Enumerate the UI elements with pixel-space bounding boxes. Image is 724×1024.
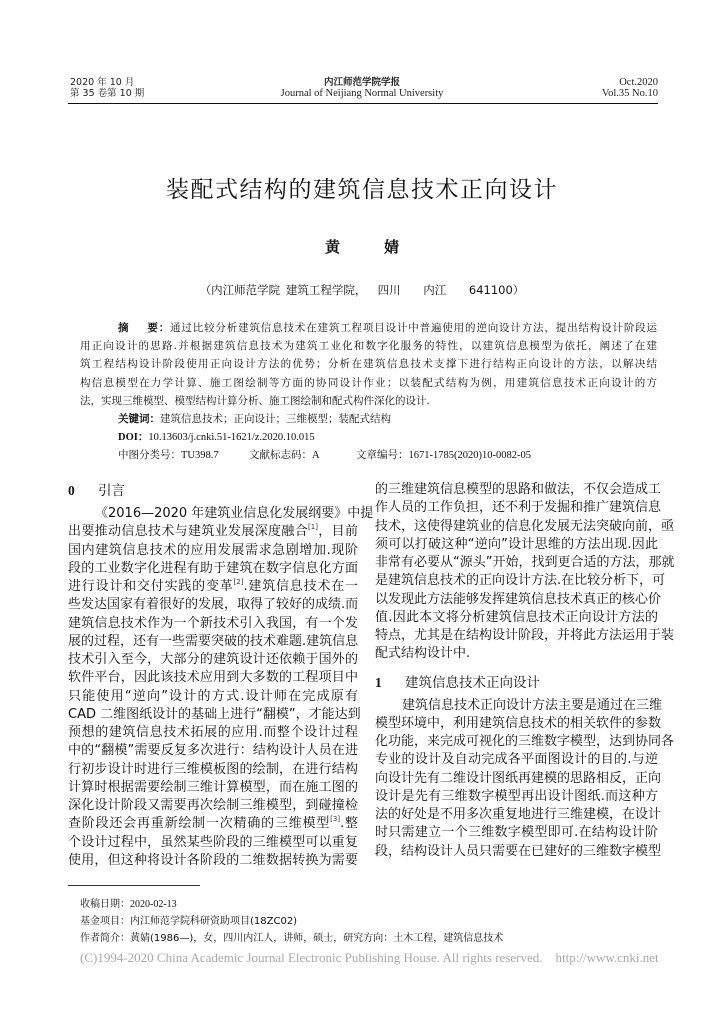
issue-volume: 第 35 卷第 10 期 (70, 88, 145, 99)
footnote-received (80, 897, 177, 912)
text-line (375, 536, 658, 554)
text-line (68, 596, 358, 614)
line-text: 技术引入至今，大部分的建筑设计还依赖于国外的 (68, 652, 358, 667)
line-text: 国内建筑信息技术的应用发展需求急剧增加.现阶 (68, 542, 358, 558)
line-text: 非常有必要从“源头”开始，找到更合适的方法，那就 (375, 555, 675, 570)
line-text: 化功能，来完成可视化的三维数字模型，达到协同各 (375, 734, 675, 749)
keywords (118, 410, 658, 428)
line-text: ，目前 (317, 524, 358, 540)
footnote-label: 基金项目： (80, 916, 130, 927)
classification (118, 446, 658, 465)
line-text: 个设计过程中，虽然某些阶段的三维模型可以重复 (68, 834, 358, 850)
text-line (375, 591, 662, 609)
line-text: 段的工业数字化进程有助于建筑在数字信息化方面 (68, 560, 358, 576)
doc-code-value: A (312, 450, 320, 461)
footnote-label: 作者简介： (80, 933, 130, 944)
journal-name-en: Journal of Neijiang Normal University (280, 88, 444, 99)
issue-date-en (602, 77, 658, 99)
text-line (68, 724, 358, 742)
line-text: 向设计先有二维设计图纸再建模的思路相反，正向 (375, 770, 662, 786)
text-line (68, 578, 358, 596)
text-line (68, 651, 358, 669)
line-text: 模型环境中，利用建筑信息技术的相关软件的参数 (375, 715, 662, 731)
text-line (68, 815, 358, 833)
abstract-line (80, 319, 657, 337)
body-column-right (375, 481, 675, 861)
line-text: 值.因此本文将分析建筑信息技术正向设计方法的 (375, 609, 658, 625)
text-line (68, 779, 358, 797)
line-text: 《2016—2020 年建筑业信息化发展纲要》中提 (95, 506, 374, 521)
abstract-line: 用正向设计的思路.并根据建筑信息技术为建筑工业化和数字化服务的特性，以建筑信息模型为依托，阐述了在建 (80, 340, 657, 353)
abstract-line: 筑工程结构设计阶段使用正向设计方法的优势；分析在建筑信息技术支撑下进行结构正向设计的方法，以解决结 (80, 358, 657, 371)
footnote-text: 内江师范学院科研资助项目(18ZC02) (130, 916, 298, 927)
text-line (68, 669, 358, 687)
citation-ref: [3] (330, 815, 341, 824)
line-text: 法的好处是不用多次重复地进行三维建模，在设计 (375, 807, 662, 822)
footnote-text: 黄婧(1986—)，女，四川内江人，讲师，硕士，研究方向：土木工程，建筑信息技术 (130, 933, 504, 944)
paragraph (68, 505, 374, 870)
text-line (375, 715, 662, 733)
line-text: 查阶段还会再重新绘制一次精确的三维模型 (68, 816, 331, 832)
section-heading (68, 482, 358, 504)
section-number: 0 (68, 483, 75, 498)
doc-code-label: 文献标志码： (249, 449, 312, 461)
line-text: 建筑信息技术作为一个新技术引入我国，有一个发 (68, 615, 358, 631)
line-text: 须可以打破这种“逆向”设计思维的方法出现.因此 (375, 536, 658, 552)
paragraph (375, 481, 675, 664)
text-line (68, 505, 374, 523)
line-text: 行初步设计时进行三维模板图的绘制，在进行结构 (68, 761, 358, 777)
abstract (80, 319, 657, 410)
abstract-line: 法，实现三维模型、模型结构计算分析、施工图绘制和配式构件深化的设计. (80, 394, 430, 407)
text-line (375, 499, 662, 517)
line-text: 深化设计阶段又需要再次绘制三维模型，到碰撞检 (68, 798, 358, 813)
header-rule (68, 103, 658, 104)
text-line (375, 806, 662, 824)
abstract-line: 构信息模型在力学计算、施工图绘制等方面的协同设计作业；以装配式结构为例，用建筑信息技术正向设计的方 (80, 376, 657, 389)
text-line (375, 843, 662, 861)
line-text: 专业的设计及自动完成各平面图设计的目的.与逆 (375, 752, 658, 768)
section-title: 建筑信息技术正向设计 (405, 674, 540, 691)
line-text: 计算时根据需要绘制三维计算模型，而在施工图的 (68, 779, 358, 795)
body-column-left (68, 482, 374, 870)
line-text: 的三维建筑信息模型的思路和做法，不仅会造成工 (375, 482, 662, 497)
text-line (68, 688, 358, 706)
line-text: 技术，这使得建筑业的信息化发展无法突破向前，亟 (375, 518, 675, 534)
line-text: 软件平台，因此该技术应用到大多数的工程项目中 (68, 670, 358, 686)
line-text: 使用，但这种将设计各阶段的二维数据转换为需要 (68, 852, 358, 868)
line-text: 时只需建立一个三维数字模型即可.在结构设计阶 (375, 825, 658, 841)
text-line (375, 609, 658, 627)
doi (118, 428, 658, 447)
text-line (68, 615, 358, 633)
section-heading (375, 674, 658, 696)
line-text: 作人员的工作负担，还不利于发掘和推广建筑信息 (375, 500, 662, 516)
article-title: 装配式结构的建筑信息技术正向设计 (166, 177, 558, 203)
text-line (68, 797, 358, 815)
doi-label: DOI： (118, 432, 149, 443)
text-line (375, 481, 662, 499)
footnote-label: 收稿日期： (80, 899, 130, 910)
line-text: CAD 二维图纸设计的基础上进行“翻模”，才能达到 (68, 706, 361, 722)
text-line (375, 554, 675, 572)
text-line (68, 633, 358, 651)
line-text: .整 (340, 816, 358, 832)
footnote-text: 2020-02-13 (130, 899, 177, 910)
text-line (68, 761, 358, 779)
text-line (375, 733, 675, 751)
text-line (68, 560, 358, 578)
line-text: 特点，尤其是在结构设计阶段，并将此方法运用于装 (375, 628, 675, 643)
text-line (375, 645, 658, 663)
text-line (68, 523, 358, 541)
clc-value: TU398.7 (181, 450, 219, 461)
line-text: 进行设计和交付实践的变革 (68, 579, 234, 594)
doi-value: 10.13603/j.cnki.51-1621/z.2020.10.015 (148, 432, 315, 443)
line-text: 预想的建筑信息技术拓展的应用.而整个设计过程 (68, 725, 358, 740)
line-text: 配式结构设计中. (375, 646, 471, 662)
line-text: 是建筑信息技术的正向设计方法.在比较分析下，可 (375, 573, 666, 589)
citation-ref: [2] (233, 578, 244, 586)
article-no-label: 文章编号： (356, 449, 409, 461)
text-line (68, 706, 361, 724)
line-text: 出要推动信息技术与建筑业发展深度融合 (68, 524, 309, 540)
text-line (375, 824, 658, 842)
abstract-text: 通过比较分析建筑信息技术在建筑工程项目设计中普遍使用的逆向设计方法，提出结构设计阶段运 (170, 322, 658, 334)
clc-label: 中图分类号： (118, 449, 181, 461)
line-text: 段，结构设计人员只需要在已建好的三维数字模型 (375, 843, 662, 859)
copyright-watermark: (C)1994-2020 China Academic Journal Electronic Publishing House. All rights reserved. http://www.cnki.net (80, 950, 659, 965)
keywords-value: 建筑信息技术；正向设计；三维模型；装配式结构 (160, 413, 391, 425)
line-text: .建筑信息技术在一 (243, 579, 358, 594)
line-text: 建筑信息技术正向设计方法主要是通过在三维 (402, 697, 663, 713)
section-number: 1 (375, 674, 382, 690)
issue-volume-en: Vol.35 No.10 (601, 88, 658, 99)
text-line (375, 770, 662, 788)
journal-name-cn: 内江师范学院学报 (323, 77, 400, 88)
line-text: 以发现此方法能够发挥建筑信息技术真正的核心价 (375, 591, 662, 607)
paragraph (375, 697, 675, 861)
author-name (0, 236, 724, 257)
issue-month: 2020 年 10 月 (70, 77, 135, 88)
author-surname: 黄 (324, 238, 340, 256)
line-text: 展的过程，还有一些需要突破的技术难题.建筑信息 (68, 633, 359, 649)
footnote-funding (80, 914, 297, 929)
line-text: 中的“翻模”需要反复多次进行：结构设计人员在进 (68, 743, 358, 759)
text-line (68, 742, 358, 760)
text-line (68, 542, 358, 560)
footnote-rule (68, 885, 200, 886)
text-line (375, 751, 658, 769)
text-line (68, 852, 358, 870)
author-affiliation: （内江师范学院 建筑工程学院， 四川 内江 641100） (199, 283, 525, 297)
text-line (375, 627, 675, 645)
author-given-name: 婧 (384, 238, 400, 256)
section-title: 引言 (98, 483, 125, 499)
text-line (375, 572, 666, 590)
keywords-label: 关键词： (118, 413, 160, 425)
line-text: 些发达国家有着很好的发展，取得了较好的成绩.而 (68, 597, 359, 613)
line-text: 只能使用“逆向”设计的方式.设计师在完成原有 (68, 688, 358, 704)
abstract-label: 摘 要： (118, 322, 171, 334)
footnote-author-bio (80, 931, 503, 946)
line-text: 设计是先有三维数字模型再出设计图纸.而这种方 (375, 788, 658, 804)
text-line (68, 834, 358, 852)
text-line (375, 518, 675, 536)
article-no-value: 1671-1785(2020)10-0082-05 (408, 450, 531, 461)
text-line (375, 788, 658, 806)
text-line (375, 697, 663, 715)
issue-month-en: Oct.2020 (619, 77, 658, 88)
citation-ref: [1] (308, 523, 318, 532)
